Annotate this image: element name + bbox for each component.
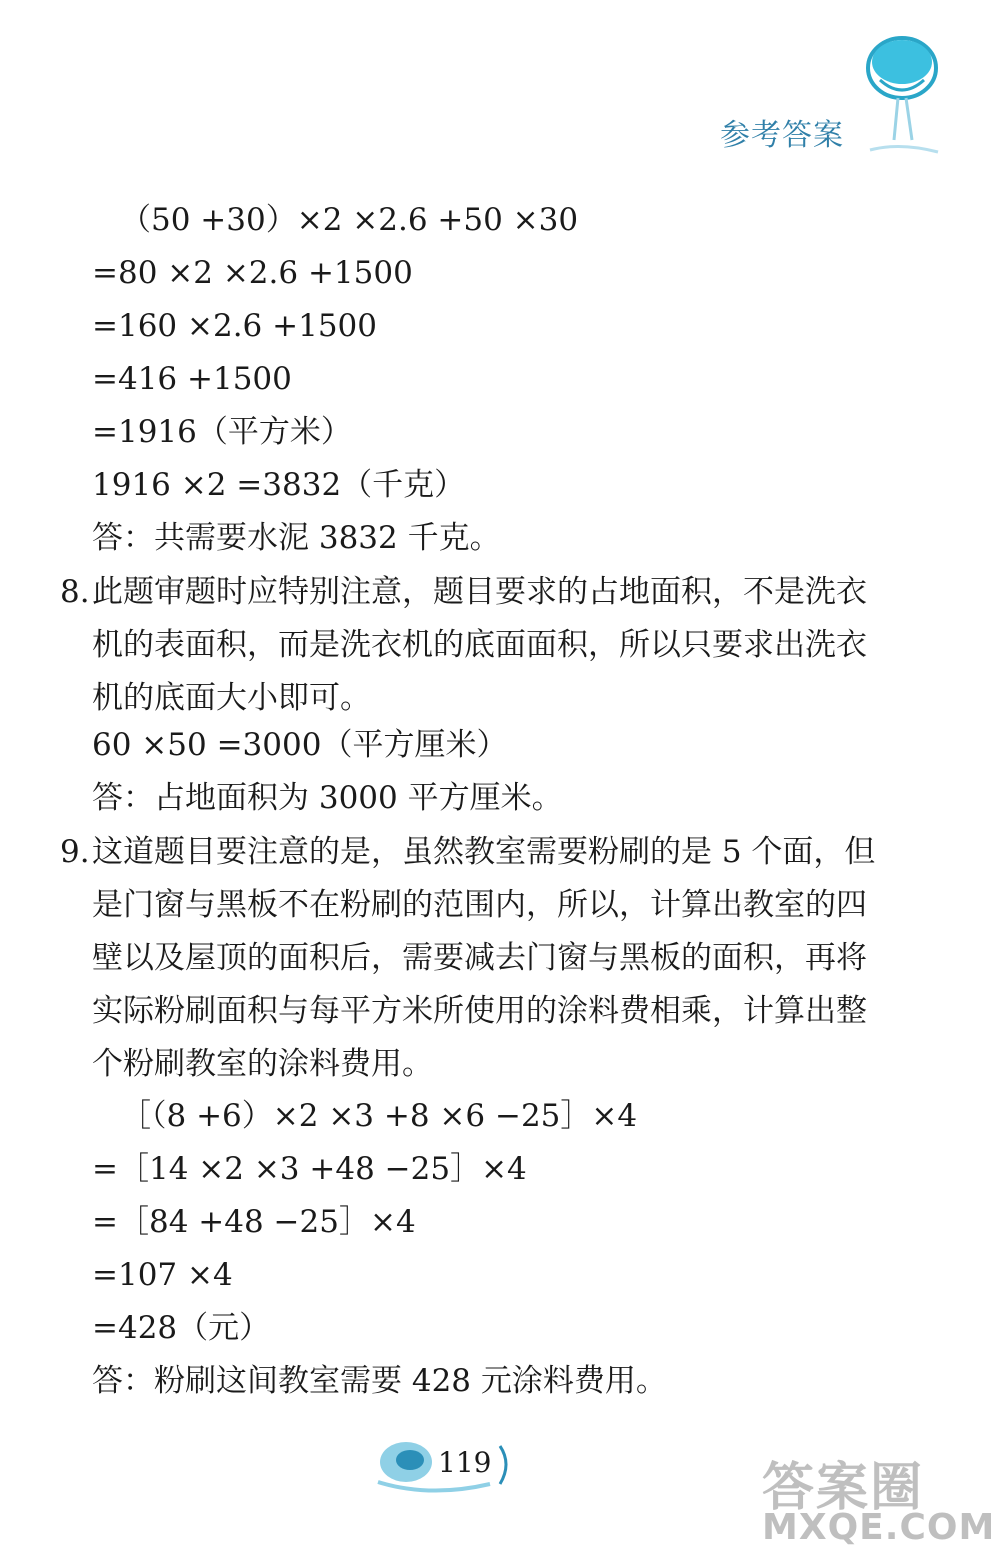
watermark-logo-text: 答案圈 [762,1458,925,1518]
question-number: 8. [60,574,90,610]
calc-line: =80 ×2 ×2.6 +1500 [92,255,413,291]
watermark [752,1445,996,1555]
mascot-icon [860,30,940,160]
calc-line: =416 +1500 [92,361,292,397]
question-9 [60,826,880,1091]
question-text: 此题审题时应特别注意，题目要求的占地面积，不是洗衣机的表面积，而是洗衣机的底面面积，所以只要求出洗衣机的底面大小即可。 [92,574,867,716]
page-number: 119 [438,1446,492,1479]
calc-line: 1916 ×2 =3832（千克） [92,467,466,503]
calc-line: =428（元） [92,1310,271,1346]
header-title: 参考答案 [720,118,844,153]
calc-line: =［84 +48 −25］×4 [92,1204,416,1240]
calc-line: =1916（平方米） [92,414,352,450]
calc-line: 60 ×50 =3000（平方厘米） [92,727,508,763]
question-8 [60,566,880,725]
footer [370,1432,520,1502]
calc-line: =160 ×2.6 +1500 [92,308,377,344]
calc-line: =［14 ×2 ×3 +48 −25］×4 [92,1151,527,1187]
question-number: 9. [60,834,90,870]
question-text: 这道题目要注意的是，虽然教室需要粉刷的是 5 个面，但是门窗与黑板不在粉刷的范围内，所以，计算出教室的四壁以及屋顶的面积后，需要减去门窗与黑板的面积，再将实际粉刷面积与每平方米所使用的涂料费相乘，计算出整个粉刷教室的涂料费用。 [92,834,876,1082]
answer-line: 答：粉刷这间教室需要 428 元涂料费用。 [92,1363,667,1399]
answer-line: 答：共需要水泥 3832 千克。 [92,520,501,556]
header [720,30,940,180]
calc-line: =107 ×4 [92,1257,233,1293]
answer-line: 答：占地面积为 3000 平方厘米。 [92,780,563,816]
calc-line: （50 +30）×2 ×2.6 +50 ×30 [120,202,579,238]
watermark-url: MXQE.COM [762,1507,996,1548]
calc-line: ［（8 +6）×2 ×3 +8 ×6 −25］×4 [120,1098,638,1134]
